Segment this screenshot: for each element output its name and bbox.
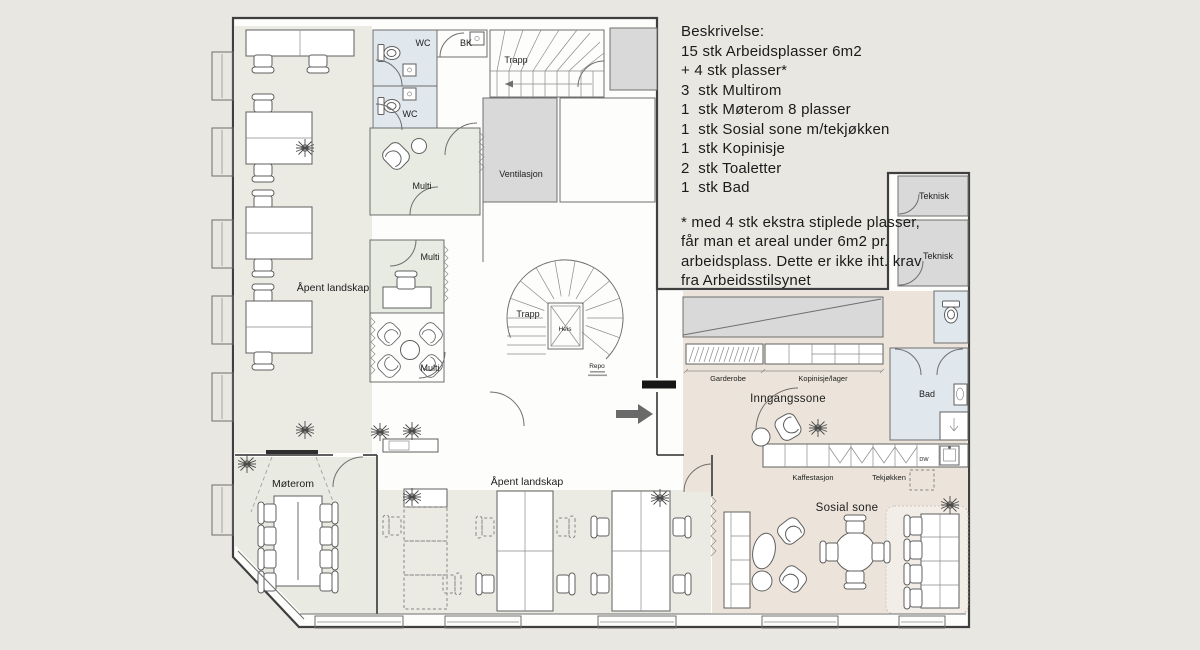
label-repo: Repo <box>589 363 605 370</box>
room-shaft <box>610 28 657 90</box>
label-coffee-station: Kaffestasjon <box>792 473 834 482</box>
wardrobe <box>686 344 763 364</box>
label-kitchenette: Tekjøkken <box>872 473 906 482</box>
description-title: Beskrivelse: <box>681 23 765 40</box>
label-entrance-zone: Inngangssone <box>750 393 826 405</box>
label-technical-2: Teknisk <box>922 251 954 261</box>
label-multi-3: Multi <box>420 363 440 373</box>
label-ventilation: Ventilasjon <box>499 169 543 179</box>
description-line: 1 stk Sosial sone m/tekjøkken <box>681 120 890 138</box>
label-elevator: Heis <box>558 326 572 333</box>
label-open-landscape-left: Åpent landskap <box>296 282 370 294</box>
label-bk: BK <box>459 38 473 48</box>
label-multi-2: Multi <box>420 252 440 262</box>
label-multi-1: Multi <box>412 181 432 191</box>
note-line: fra Arbeidsstilsynet <box>681 272 811 289</box>
description-line: 3 stk Multirom <box>681 81 782 99</box>
description-panel <box>681 22 922 291</box>
label-dishwasher: DW <box>919 457 929 463</box>
label-wc-2: WC <box>402 109 418 119</box>
label-meeting-room: Møterom <box>272 478 314 490</box>
description-line: 1 stk Møterom 8 plasser <box>681 101 851 118</box>
label-social-zone: Sosial sone <box>815 502 879 514</box>
description-line: 1 stk Bad <box>681 179 750 196</box>
description-note <box>681 213 922 291</box>
note-line: får man et areal under 6m2 pr. <box>681 233 889 250</box>
description-line: 1 stk Kopinisje <box>681 140 786 157</box>
note-line: * med 4 stk ekstra stiplede plasser, <box>681 213 920 231</box>
label-stairs-top: Trapp <box>504 55 528 65</box>
label-stairs-spiral: Trapp <box>516 309 540 319</box>
label-bath: Bad <box>918 389 936 399</box>
label-copy-storage: Kopinisje/lager <box>798 374 848 383</box>
description-line: + 4 stk plasser* <box>681 62 788 79</box>
description-line: 2 stk Toaletter <box>681 159 782 177</box>
window-bay <box>212 52 233 535</box>
label-wc-1: WC <box>415 38 431 48</box>
label-technical-1: Teknisk <box>918 191 950 201</box>
note-line: arbeidsplass. Dette er ikke iht. krav <box>681 252 922 270</box>
room-ventilation <box>483 98 557 202</box>
label-open-landscape-bottom: Åpent landskap <box>490 476 564 488</box>
presentation-screen <box>266 450 318 454</box>
label-wardrobe: Garderobe <box>710 374 746 383</box>
description-line: 15 stk Arbeidsplasser 6m2 <box>681 42 862 60</box>
round-table <box>835 532 875 572</box>
